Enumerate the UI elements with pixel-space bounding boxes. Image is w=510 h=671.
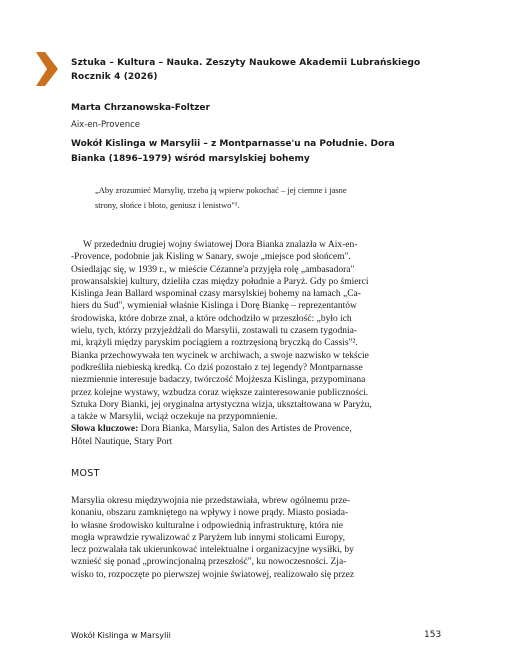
abstract — [71, 239, 443, 448]
body-line: mogła wprawdzie rywalizować z Paryżem lub innymi stolicami Europy, — [71, 532, 346, 543]
author-affiliation: Aix-en-Provence — [71, 120, 140, 130]
running-footer-title: Wokół Kislinga w Marsylii — [71, 631, 171, 640]
section-heading: MOST — [71, 468, 100, 479]
journal-title: Sztuka – Kultura – Nauka. Zeszyty Naukowe Akademii Lubrańskiego — [71, 58, 421, 68]
body-line: wisko to, rozpoczęte po pierwszej wojnie światowej, realizowało się przez — [71, 569, 355, 580]
abstract-line: Sztuka Dory Bianki, jej oryginalna artystyczna wizja, ukształtowana w Paryżu, — [71, 399, 372, 410]
epigraph-line: strony, słońce i błoto, geniusz i lenistwo"¹. — [95, 200, 240, 210]
abstract-line: przez kolejne wystawy, wzbudza coraz większe zainteresowanie publiczności. — [71, 387, 369, 398]
body-line: Marsylia okresu międzywojnia nie przedstawiała, wbrew ogólnemu prze- — [71, 496, 351, 506]
article-title-line: Bianka (1896–1979) wśród marsylskiej bohemy — [71, 153, 310, 164]
abstract-line: Osiedlając się, w 1939 r., w mieście Cézanne'a przyjęła rolę „ambasadora" — [71, 264, 355, 275]
epigraph — [95, 183, 455, 213]
abstract-line: wielu, tych, którzy przyjeżdżali do Marsylii, zostawali tu czasem tygodnia- — [71, 326, 357, 337]
section-body — [71, 495, 443, 581]
body-line: konaniu, obszaru zamkniętego na wpływy i nowe prądy. Miasto posiada- — [71, 508, 349, 519]
page-number: 153 — [424, 630, 442, 640]
abstract-line: -Provence, podobnie jak Kisling w Sanary, swoje „miejsce pod słońcem". — [71, 252, 351, 263]
article-title — [71, 137, 451, 166]
abstract-line: Kislinga Jean Ballard wspominał czasy marsylskiej bohemy na łamach „Ca- — [71, 289, 361, 300]
abstract-line: prowansalskiej kultury, dzieliła czas między południe a Paryż. Gdy po śmierci — [71, 276, 369, 287]
abstract-line: Bianka przechowywała ten wycinek w archiwach, a swoje nazwisko w tekście — [71, 350, 369, 361]
abstract-line: podkreśliła niebieską kredką. Co dziś pozostało z tej legendy? Montparnasse — [71, 362, 363, 373]
abstract-line: hiers du Sud", wymieniał właśnie Kislinga i Dorę Biankę – reprezentantów — [71, 301, 357, 312]
article-title-line: Wokół Kislinga w Marsylii – z Montparnasse'u na Południe. Dora — [71, 139, 395, 149]
abstract-line: środowiska, które dobrze znał, a które odchodziło w przeszłość: „było ich — [71, 313, 352, 324]
abstract-line: W przededniu drugiej wojny światowej Dora Bianka znalazła w Aix-en- — [83, 240, 358, 250]
keywords — [71, 423, 443, 435]
body-line: wznieść się ponad „prowincjonalną przeszłość", ku nowoczesności. Zja- — [71, 557, 347, 568]
keywords-label: Słowa kluczowe: — [71, 424, 139, 435]
body-line: ło własne środowisko kulturalne i odpowiednią infrastrukturę, która nie — [71, 520, 344, 531]
epigraph-line: „Aby zrozumieć Marsylię, trzeba ją wpierw pokochać – jej ciemne i jasne — [95, 185, 347, 195]
keywords-list-continued: Hôtel Nautique, Stary Port — [71, 436, 173, 447]
abstract-line: mi, krążyli między paryskim pociągiem a roztrzęsioną bryczką do Cassis"². — [71, 338, 358, 349]
keywords-list: Dora Bianka, Marsylia, Salon des Artistes de Provence, — [138, 424, 352, 435]
abstract-line: niezmiennie interesuje badaczy, twórczość Mojżesza Kislinga, przypominana — [71, 375, 366, 386]
chevron-right-icon — [36, 52, 58, 86]
body-line: lecz pozwalała tak ukierunkować intelektualne i organizacyjne wysiłki, by — [71, 545, 354, 556]
journal-header — [71, 56, 421, 84]
author-name: Marta Chrzanowska-Foltzer — [71, 103, 210, 113]
abstract-line: a także w Marsylii, wciąż oczekuje na przypomnienie. — [71, 412, 278, 423]
journal-volume: Rocznik 4 (2026) — [71, 72, 158, 82]
